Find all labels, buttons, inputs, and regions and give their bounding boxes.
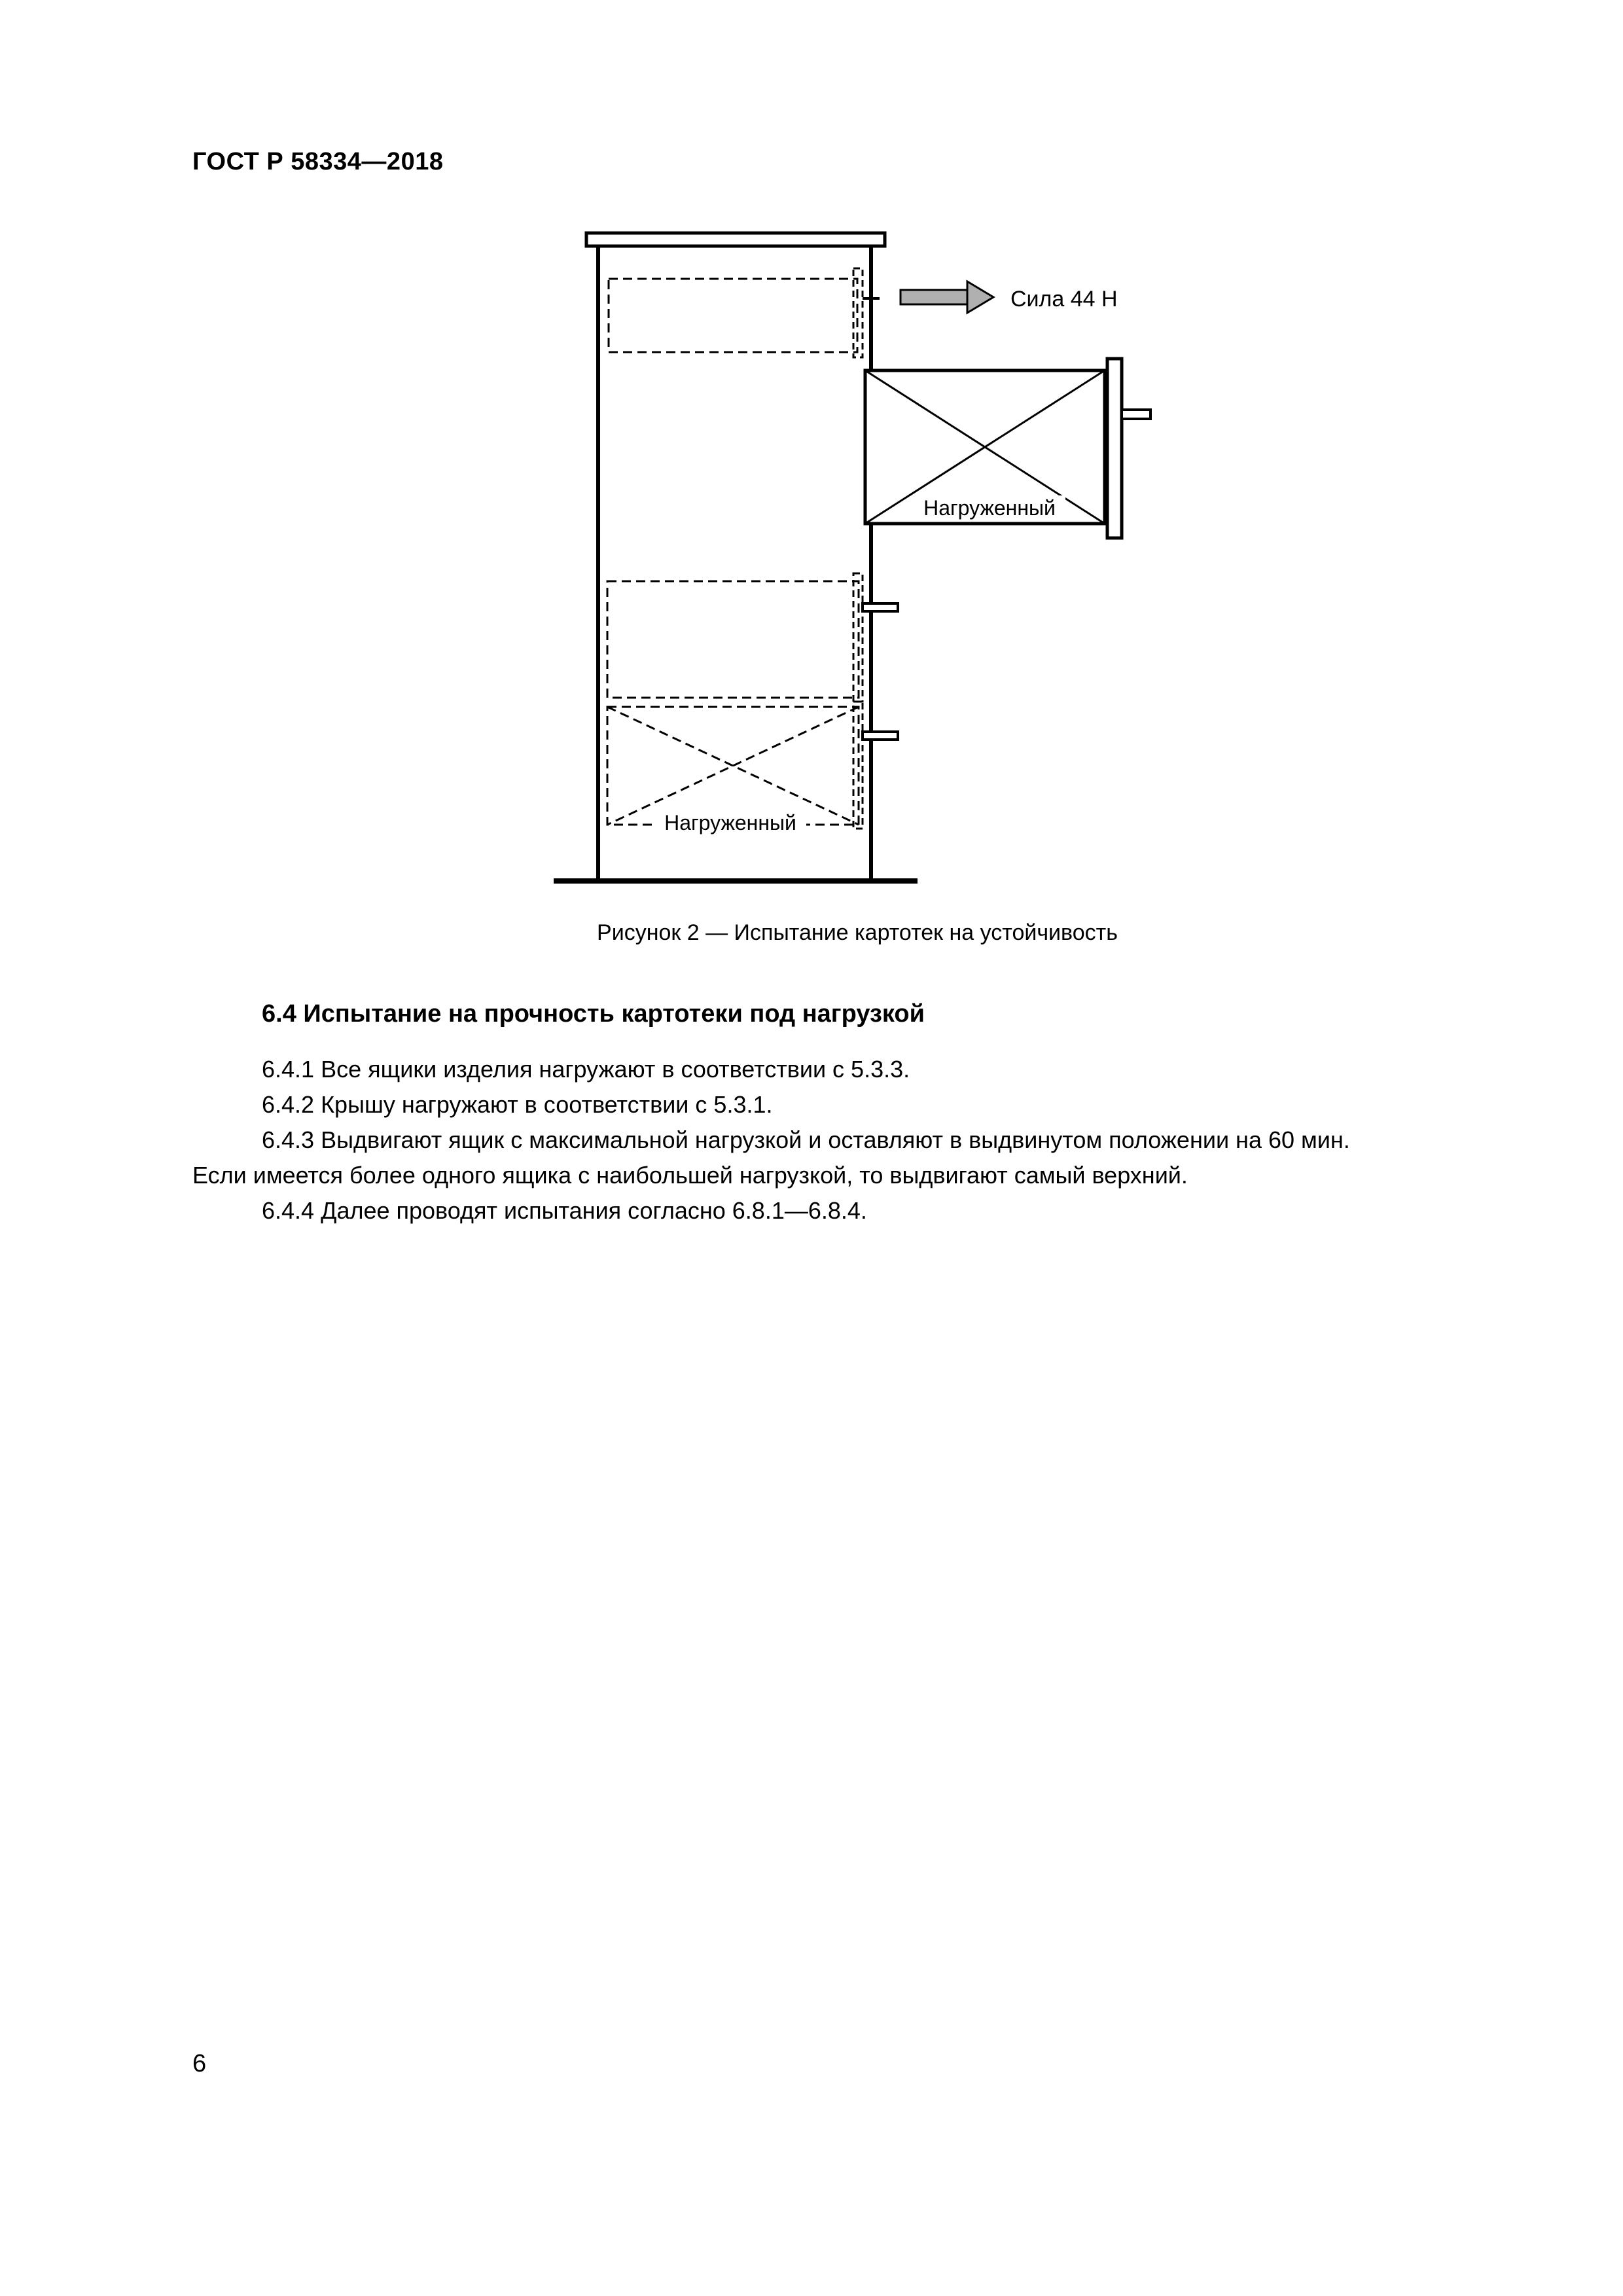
figure-caption: Рисунок 2 — Испытание картотек на устойчивость bbox=[597, 920, 1118, 945]
section-title: 6.4 Испытание на прочность картотеки под нагрузкой bbox=[262, 1000, 925, 1028]
paragraph-6-4-4: 6.4.4 Далее проводят испытания согласно 6.8.1—6.8.4. bbox=[262, 1197, 867, 1224]
drawer-1-closed bbox=[609, 279, 857, 352]
cabinet-top-plate bbox=[586, 233, 885, 246]
paragraph-6-4-3-line1: 6.4.3 Выдвигают ящик с максимальной нагрузкой и оставляют в выдвинутом положении на 60 мин. bbox=[262, 1126, 1350, 1153]
paragraph-6-4-3-line2: Если имеется более одного ящика с наибольшей нагрузкой, то выдвигают самый верхний. bbox=[192, 1162, 1188, 1189]
page-number: 6 bbox=[192, 2050, 207, 2077]
drawer-4-handle bbox=[863, 732, 898, 740]
drawer-2-front bbox=[1107, 359, 1122, 538]
drawer-3-handle bbox=[863, 603, 898, 611]
force-label: Сила 44 Н bbox=[1010, 287, 1118, 312]
document-header: ГОСТ Р 58334—2018 bbox=[192, 148, 444, 175]
loaded-label-top: Нагруженный bbox=[923, 496, 1056, 520]
cabinet-stability-figure bbox=[0, 0, 1623, 916]
force-arrow-icon bbox=[901, 281, 993, 313]
paragraph-6-4-1: 6.4.1 Все ящики изделия нагружают в соответствии с 5.3.3. bbox=[262, 1056, 910, 1083]
paragraph-6-4-2: 6.4.2 Крышу нагружают в соответствии с 5.3.1. bbox=[262, 1091, 773, 1118]
loaded-label-bottom: Нагруженный bbox=[664, 811, 796, 834]
drawer-3-closed bbox=[607, 581, 859, 698]
drawer-2-handle bbox=[1122, 410, 1150, 419]
